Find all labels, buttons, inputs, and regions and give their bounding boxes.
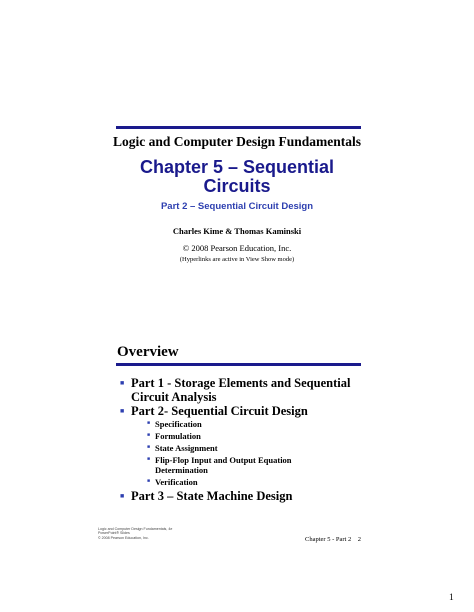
hyperlink-note: (Hyperlinks are active in View Show mode) xyxy=(179,256,295,263)
square-bullet-icon: ■ xyxy=(147,421,151,426)
square-bullet-icon: ■ xyxy=(147,457,151,462)
subbullet-verification xyxy=(147,477,198,487)
subbullet-flipflop-equations xyxy=(147,455,292,475)
copyright: © 2008 Pearson Education, Inc. xyxy=(182,243,292,253)
bullet-part-2 xyxy=(120,404,308,418)
course-title: Logic and Computer Design Fundamentals xyxy=(112,134,362,149)
bullet-part-3 xyxy=(120,489,293,503)
chapter-title xyxy=(0,158,474,196)
footer-credit-line: © 2008 Pearson Education, Inc. xyxy=(98,535,149,540)
square-bullet-icon: ■ xyxy=(120,407,125,415)
bullet-part-1 xyxy=(120,376,351,404)
overview-title: Overview xyxy=(117,344,179,360)
square-bullet-icon: ■ xyxy=(120,492,125,500)
footer-credit-line: Logic and Computer Design Fundamentals, 4e xyxy=(98,527,173,531)
subbullet-text: State Assignment xyxy=(155,443,218,453)
subbullet-state-assignment xyxy=(147,443,218,453)
authors: Charles Kime & Thomas Kaminski xyxy=(172,226,302,236)
footer-credit-line: PowerPoint® Slides xyxy=(98,531,130,536)
subbullet-text: Specification xyxy=(155,419,202,429)
bullet-text-line1: Part 2- Sequential Circuit Design xyxy=(131,404,308,418)
slide-footer-credits xyxy=(98,527,172,540)
square-bullet-icon: ■ xyxy=(147,433,151,438)
bullet-text-line1: Part 3 – State Machine Design xyxy=(131,489,293,503)
square-bullet-icon: ■ xyxy=(147,445,151,450)
subbullet-text: Formulation xyxy=(155,431,201,441)
overview-rule xyxy=(116,363,361,366)
bullet-text-line1: Part 1 - Storage Elements and Sequential xyxy=(131,376,351,390)
title-rule xyxy=(116,126,361,129)
chapter-title-line2: Circuits xyxy=(203,176,271,196)
subbullet-text-line2: Determination xyxy=(155,465,208,475)
subbullet-formulation xyxy=(147,431,201,441)
page-number: 1 xyxy=(449,593,454,603)
slide-footer-chapter: Chapter 5 - Part 2 2 xyxy=(305,536,361,543)
square-bullet-icon: ■ xyxy=(147,479,151,484)
bullet-text-line2: Circuit Analysis xyxy=(131,390,217,404)
part-subtitle: Part 2 – Sequential Circuit Design xyxy=(160,201,314,212)
subbullet-specification xyxy=(147,419,202,429)
square-bullet-icon: ■ xyxy=(120,379,125,387)
subbullet-text: Verification xyxy=(155,477,198,487)
chapter-title-line1: Chapter 5 – Sequential xyxy=(139,157,335,177)
subbullet-text-line1: Flip-Flop Input and Output Equation xyxy=(155,455,292,465)
